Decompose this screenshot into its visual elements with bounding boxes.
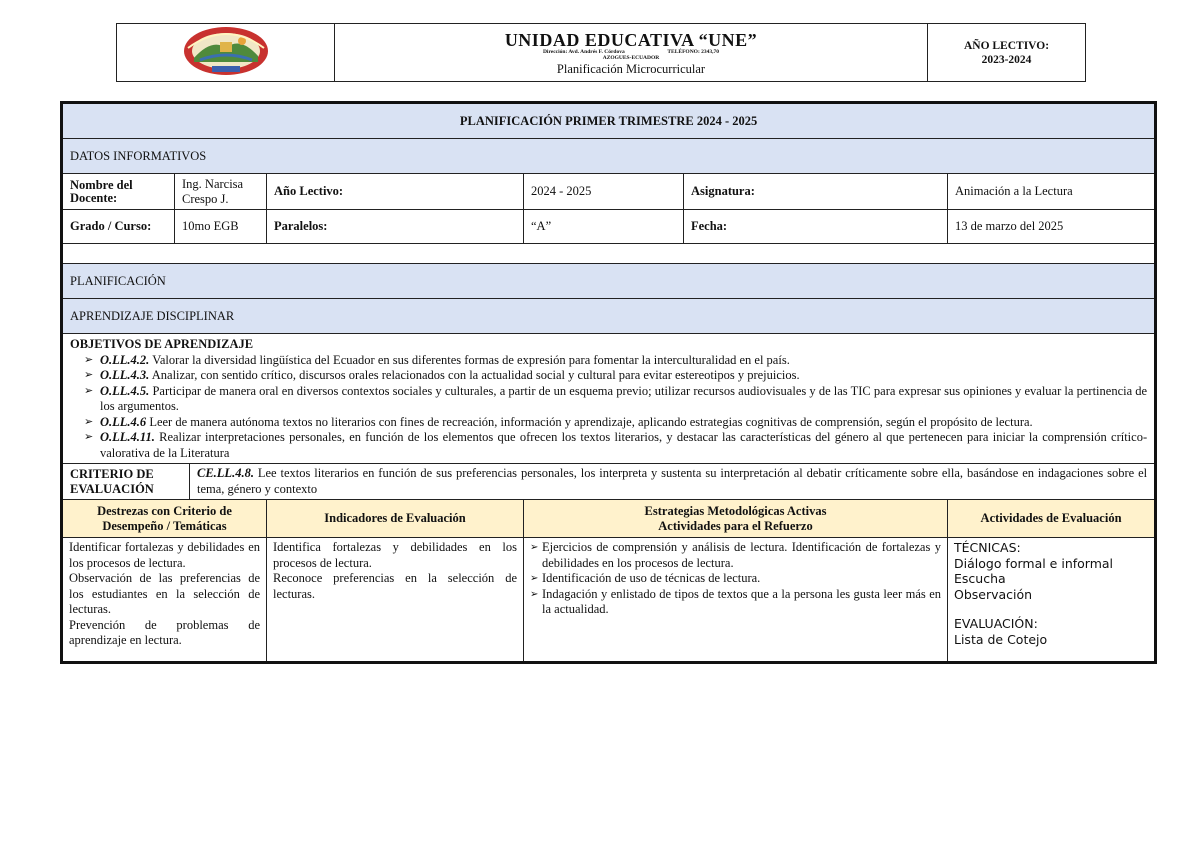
column-header-estrategias	[524, 500, 948, 538]
estrategias-list	[530, 540, 941, 618]
subject-label: Asignatura:	[684, 174, 948, 210]
destreza-item: Identificar fortalezas y debilidades en los procesos de lectura.	[69, 540, 260, 570]
arrow-bullet-icon: ➢	[84, 369, 94, 381]
parallel-label: Paralelos:	[267, 210, 524, 244]
actividades-cell	[948, 538, 1156, 663]
arrow-bullet-icon: ➢	[530, 588, 539, 600]
tecnicas-label: TÉCNICAS:	[954, 540, 1021, 555]
arrow-bullet-icon: ➢	[530, 573, 539, 584]
objective-text: Leer de manera autónoma textos no literarios con fines de recreación, información y aprendizaje, aplicando estrategias cognitivas de comprensión, según el propósito de lectura.	[146, 414, 1033, 429]
objective-item	[70, 353, 1147, 369]
date-value: 13 de marzo del 2025	[948, 210, 1156, 244]
indicador-item: Reconoce preferencias en la selección de lecturas.	[273, 571, 517, 601]
destreza-item: Observación de las preferencias de los estudiantes en la selección de lecturas.	[69, 571, 260, 616]
school-phone: TELÉFONO: 2343,70	[667, 48, 720, 55]
criterion-description: Lee textos literarios en función de sus preferencias personales, los interpreta y sustenta su interpretación al debatir críticamente sobre ella, basándose en indagaciones sobre el tema, género y contexto	[197, 466, 1148, 496]
arrow-bullet-icon: ➢	[530, 542, 539, 553]
tecnica-item: Observación	[954, 586, 1033, 602]
evaluation-criterion-text	[190, 464, 1156, 500]
objective-text: Analizar, con sentido crítico, discursos orales relacionados con la actualidad social y cultural para evitar estereotipos y prejuicios.	[149, 368, 800, 382]
arrow-bullet-icon: ➢	[84, 384, 94, 397]
school-name: UNIDAD EDUCATIVA “UNE”	[504, 29, 758, 50]
objective-code: O.LL.4.11.	[100, 430, 155, 444]
destrezas-cell	[62, 538, 267, 663]
school-logo-cell	[117, 24, 335, 82]
indicadores-cell	[267, 538, 524, 663]
estrategia-item	[530, 571, 941, 587]
objective-item	[70, 384, 1147, 415]
learning-objectives-cell	[62, 334, 1156, 464]
tecnica-item: Diálogo formal e informal	[954, 555, 1114, 571]
objective-item	[70, 430, 1147, 461]
objective-code: O.LL.4.3.	[100, 368, 150, 382]
estrategia-text: Identificación de uso de técnicas de lectura.	[542, 571, 761, 585]
blank-spacer-row	[62, 244, 1156, 264]
objective-item	[70, 415, 1147, 431]
evaluacion-label: EVALUACIÓN:	[954, 616, 1038, 631]
destreza-item: Prevención de problemas de aprendizaje en lectura.	[69, 617, 260, 647]
objective-item	[70, 368, 1147, 384]
document-subtitle: Planificación Microcurricular	[556, 61, 706, 76]
criterion-code: CE.LL.4.8.	[197, 466, 254, 480]
school-year-label: AÑO LECTIVO:	[963, 39, 1050, 52]
learning-objectives-title: OBJETIVOS DE APRENDIZAJE	[70, 337, 254, 351]
school-year-field-value: 2024 - 2025	[524, 174, 684, 210]
estrategia-item	[530, 540, 941, 571]
objective-code: O.LL.4.5.	[100, 383, 150, 398]
objective-code: O.LL.4.2.	[100, 352, 150, 367]
school-address-street: Dirección: Avd. Andrés F. Córdova	[542, 48, 625, 55]
planning-table	[60, 101, 1157, 664]
subject-value: Animación a la Lectura	[948, 174, 1156, 210]
plan-title: PLANIFICACIÓN PRIMER TRIMESTRE 2024 - 2025	[62, 103, 1156, 139]
school-logo-icon	[182, 24, 270, 76]
estrategias-cell	[524, 538, 948, 663]
column-header-actividades: Actividades de Evaluación	[948, 500, 1156, 538]
indicador-item: Identifica fortalezas y debilidades en los procesos de lectura.	[273, 540, 517, 570]
parallel-value: “A”	[524, 210, 684, 244]
school-year-value: 2023-2024	[981, 53, 1032, 66]
estrategia-item	[530, 587, 941, 618]
arrow-bullet-icon: ➢	[84, 431, 94, 443]
document-header	[116, 23, 1086, 82]
school-info-cell	[335, 24, 928, 82]
objective-text: Valorar la diversidad lingüística del Ecuador en sus diferentes formas de expresión para fomentar la interculturalidad en el país.	[149, 352, 790, 367]
estrategia-text: Ejercicios de comprensión y análisis de lectura. Identificación de fortalezas y debilidades en los procesos de lectura.	[542, 540, 941, 570]
learning-objectives-list	[70, 353, 1147, 462]
estrategias-header-line1: Estrategias Metodológicas Activas	[644, 503, 827, 518]
arrow-bullet-icon: ➢	[84, 415, 94, 428]
spacer	[954, 602, 1148, 616]
grade-label: Grado / Curso:	[62, 210, 175, 244]
tecnica-item: Escucha	[954, 571, 1006, 586]
evaluation-criterion-label: CRITERIO DE EVALUACIÓN	[62, 464, 190, 500]
objective-code: O.LL.4.6	[100, 414, 147, 429]
school-year-field-label: Año Lectivo:	[267, 174, 524, 210]
teacher-value: Ing. Narcisa Crespo J.	[175, 174, 267, 210]
column-header-destrezas: Destrezas con Criterio de Desempeño / Temáticas	[62, 500, 267, 538]
estrategias-header-line2: Actividades para el Refuerzo	[658, 518, 813, 533]
school-city: AZOGUES-ECUADOR	[602, 54, 660, 61]
grade-value: 10mo EGB	[175, 210, 267, 244]
section-aprendizaje-disciplinar: APRENDIZAJE DISCIPLINAR	[62, 299, 1156, 334]
teacher-label: Nombre del Docente:	[62, 174, 175, 210]
section-planificacion: PLANIFICACIÓN	[62, 264, 1156, 299]
objective-text: Participar de manera oral en diversos contextos sociales y culturales, a partir de un esquema previo; utilizar recursos audiovisuales y de las TIC para expresar sus opiniones y evaluar la pertinencia de los argumentos.	[100, 383, 1148, 413]
date-label: Fecha:	[684, 210, 948, 244]
section-datos-informativos: DATOS INFORMATIVOS	[62, 139, 1156, 174]
evaluacion-value: Lista de Cotejo	[954, 631, 1048, 647]
arrow-bullet-icon: ➢	[84, 353, 94, 366]
objective-text: Realizar interpretaciones personales, en función de los elementos que ofrecen los textos literarios, y destacar las características del género al que pertenecen para iniciar la comprensión crítico-valorativa de la Literatura	[100, 430, 1148, 460]
column-header-indicadores: Indicadores de Evaluación	[267, 500, 524, 538]
estrategia-text: Indagación y enlistado de tipos de textos que a la persona les gusta leer más en la actualidad.	[542, 586, 941, 616]
school-year-cell	[928, 24, 1086, 82]
